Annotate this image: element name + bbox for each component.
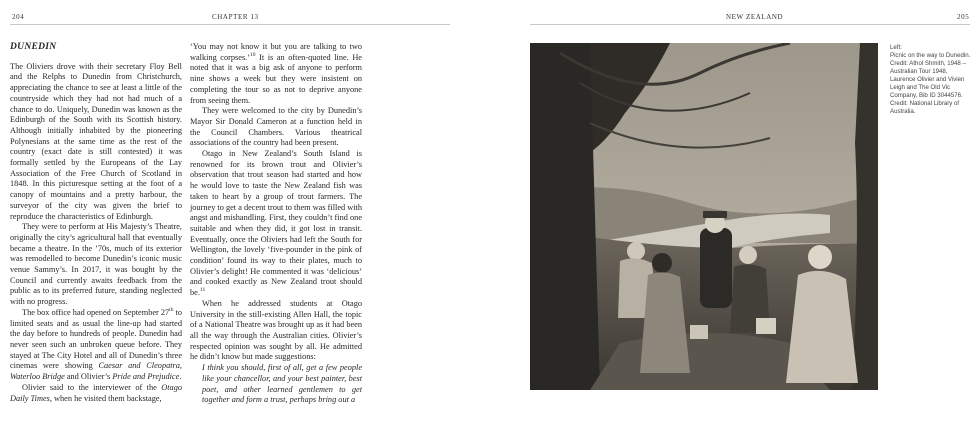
footnote-marker: 11 bbox=[199, 287, 206, 294]
left-header-rule bbox=[10, 24, 450, 25]
paragraph-text: It is an often-quoted line. He noted that it was a big ask of anyone to perform nine shows a week but they were insistent on completing the tour so as not to deprive anyone from seeing them. bbox=[190, 52, 362, 105]
paragraph: When he addressed students at Otago University in the still-existing Allen Hall, the topic of a National Theatre was brought up as it had been all the way through the Australian cities. Olivier’s respected opinion was sought by all. He admitted he didn’t know but made suggestions: bbox=[190, 298, 362, 362]
paragraph-text: and Olivier’s bbox=[64, 372, 113, 382]
paragraph: They were to perform at His Majesty’s Theatre, originally the city’s agricultural hall that eventually became a theatre. In the ’70s, much of its exterior was remodelled to become Dunedin’s iconic music venue Sammy’s. In 2017, it was bought by the Council and currently awaits feedback from the public as to its preferred future, standing neglected with no progress. bbox=[10, 222, 182, 307]
text-column-2 bbox=[190, 42, 362, 406]
paragraph: The Oliviers drove with their secretary Floy Bell and the Relphs to Dunedin from Christchurch, appreciating the chance to see at least a little of the countryside which they had not had much of a chance to do. Uniquely, Dunedin was known as the Edinburgh of the South with its Scottish history. Although initially inhabited by the pioneering Polynesians at the same time as the rest of the country (exact date is still contested) it was formally settled by the Europeans of the Lay Association of the Free Church of Scotland in 1848. In this picturesque setting at the foot of a canopy of mountains and a pretty harbour, the surveyor of the city was given the brief to reproduce the characteristics of Edinburgh. bbox=[10, 61, 182, 221]
paragraph-text: The box office had opened on September 27 bbox=[22, 307, 170, 317]
section-heading: DUNEDIN bbox=[10, 42, 57, 52]
paragraph-text: Olivier said to the interviewer of the bbox=[22, 382, 162, 392]
right-page-number: 205 bbox=[957, 13, 970, 21]
paragraph bbox=[10, 383, 182, 404]
ordinal-suffix: th bbox=[169, 307, 174, 314]
paragraph bbox=[190, 42, 362, 106]
paragraph-text: Otago in New Zealand’s South Island is renowned for its brown trout and Olivier’s observation that trout season had started and how he would love to taste the New Zealand fish was taken to heart by a group of trout farmers. The journey to get a decent trout to them was filled with angst and mishandling. First, they couldn’t find one suitable and when they did, it got lost in transit. Eventually, once the Oliviers had left the South for Wellington, the lovely ‘five-pounder in the pink of condition’ found its way to their plates, much to Olivier’s delight! He commented it was ‘delicious’ and cooked exactly as New Zealand trout should be. bbox=[190, 149, 362, 298]
photo-illustration bbox=[530, 43, 878, 390]
footnote-marker: 10 bbox=[250, 51, 256, 58]
text-column-1 bbox=[10, 42, 182, 404]
caption-text: Picnic on the way to Dunedin. Credit: Athol Shmith, 1948 – Australian Tour 1948, Laurence Olivier and Vivien Leigh and The Old Vic Company, Bib ID 3044576. Credit: National Library of Australia. bbox=[890, 52, 971, 115]
paragraph-text: . bbox=[179, 372, 182, 382]
paragraph-text: ‘You may not know it but you are talking to two walking corpses.’ bbox=[190, 42, 362, 62]
film-title: Waterloo Bridge bbox=[10, 372, 65, 382]
paragraph-text: , bbox=[179, 361, 182, 371]
paragraph bbox=[10, 308, 182, 383]
paragraph-text: to limited seats and as usual the line-up had started the day before to hundreds of people. Dunedin had never seen such an unbroken queue before. They stayed at The City Hotel and all of Dunedin’s three cinemas were showing bbox=[10, 307, 182, 371]
photo-caption bbox=[890, 44, 972, 116]
paragraph bbox=[190, 149, 362, 299]
left-running-title: CHAPTER 13 bbox=[212, 13, 259, 21]
newspaper-title: Otago Daily Times bbox=[10, 382, 182, 403]
caption-label: Left: bbox=[890, 44, 902, 51]
right-running-title: NEW ZEALAND bbox=[726, 13, 784, 21]
film-title: Caesar and Cleopatra bbox=[98, 361, 180, 371]
paragraph: They were welcomed to the city by Dunedin’s Mayor Sir Donald Cameron at a function held in the Council Chambers. Various theatrical associations of the country had been present. bbox=[190, 106, 362, 148]
picnic-photograph bbox=[530, 43, 878, 390]
block-quote: I think you should, first of all, get a few people like your chancellor, and your best painter, best poet, and other learned gentlemen to get together and form a trust, perhaps bring out a bbox=[202, 363, 362, 405]
film-title: Pride and Prejudice bbox=[112, 372, 180, 382]
left-page-number: 204 bbox=[12, 13, 25, 21]
paragraph-text: , when he visited them backstage, bbox=[49, 393, 162, 403]
right-header-rule bbox=[530, 24, 970, 25]
